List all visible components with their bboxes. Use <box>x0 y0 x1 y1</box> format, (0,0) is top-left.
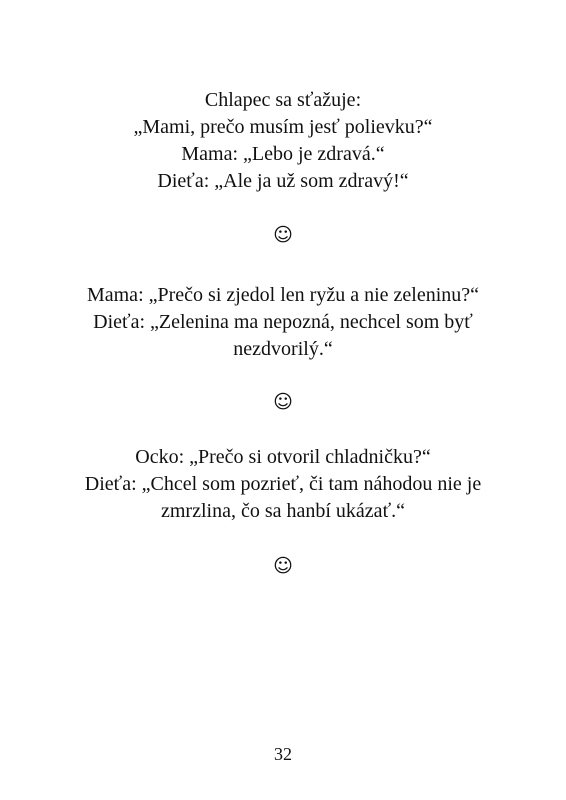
joke-3 <box>40 444 526 525</box>
joke-line: „Mami, prečo musím jesť polievku?“ <box>133 116 433 138</box>
smiley-icon: ☺ <box>273 391 293 413</box>
joke-line: nezdvorilý.“ <box>233 338 333 360</box>
page-number: 32 <box>274 744 292 764</box>
joke-line: Dieťa: „Ale ja už som zdravý!“ <box>157 170 409 192</box>
joke-line: zmrzlina, čo sa hanbí ukázať.“ <box>161 500 405 522</box>
joke-line: Chlapec sa sťažuje: <box>204 89 362 111</box>
joke-line: Mama: „Lebo je zdravá.“ <box>181 143 385 165</box>
joke-2 <box>40 282 526 363</box>
joke-1 <box>40 87 526 195</box>
joke-line: Dieťa: „Zelenina ma nepozná, nechcel som byť <box>93 311 473 333</box>
joke-line: Mama: „Prečo si zjedol len ryžu a nie zeleninu?“ <box>86 284 480 306</box>
joke-line: Dieťa: „Chcel som pozrieť, či tam náhodou nie je <box>84 473 482 495</box>
joke-line: Ocko: „Prečo si otvoril chladničku?“ <box>135 446 431 468</box>
smiley-icon: ☺ <box>273 224 293 246</box>
smiley-icon: ☺ <box>273 555 293 577</box>
